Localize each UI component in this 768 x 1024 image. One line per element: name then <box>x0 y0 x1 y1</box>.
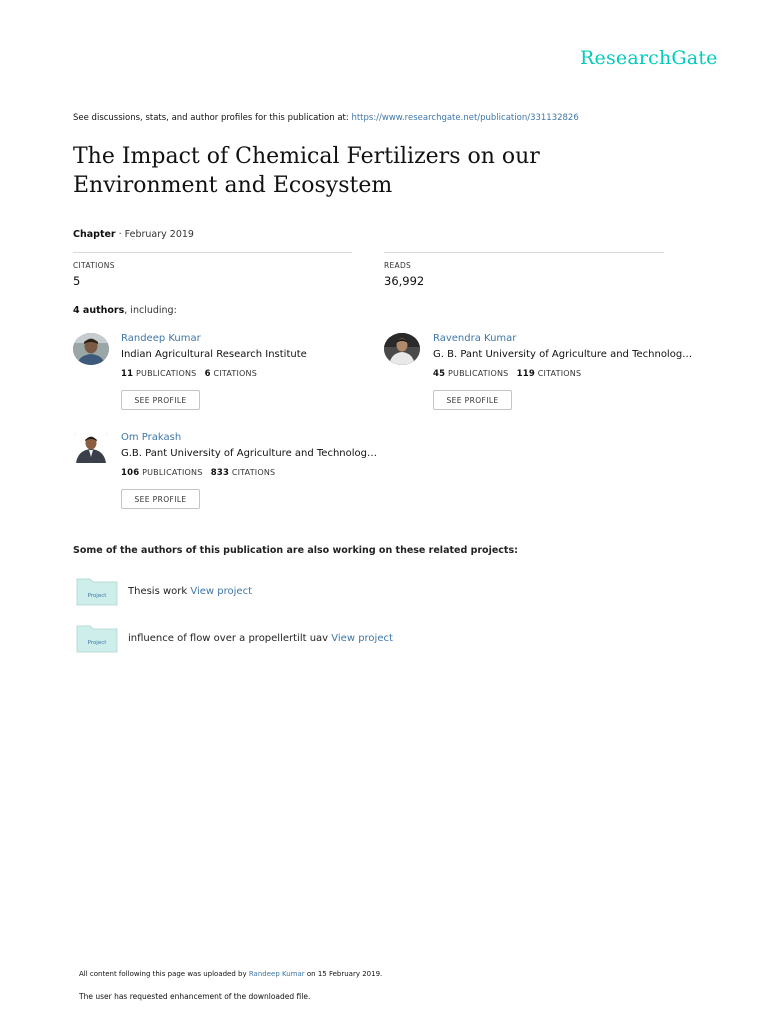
publication-type: Chapter <box>73 229 116 240</box>
author-stats <box>121 369 257 379</box>
researchgate-logo[interactable]: ResearchGate <box>580 47 718 69</box>
avatar-photo-icon <box>73 333 109 365</box>
author-citations-count: 119 <box>516 369 535 379</box>
upload-suffix: on 15 February 2019. <box>304 970 383 978</box>
author-publications-count: 11 <box>121 369 134 379</box>
author-publications-count: 106 <box>121 468 140 478</box>
see-profile-button[interactable]: SEE PROFILE <box>433 390 512 410</box>
author-citations-label: CITATIONS <box>537 369 582 378</box>
author-name-link[interactable]: Ravendra Kumar <box>433 333 517 344</box>
author-avatar-om-prakash[interactable] <box>74 433 108 463</box>
authors-count: 4 authors <box>73 305 125 316</box>
view-project-link[interactable]: View project <box>331 633 393 644</box>
author-stats <box>121 468 275 478</box>
avatar-photo-icon <box>74 433 108 463</box>
author-publications-label: PUBLICATIONS <box>142 468 203 477</box>
reads-divider <box>384 252 664 253</box>
project-folder-icon <box>76 576 118 606</box>
project-name: Thesis work <box>128 586 188 597</box>
uploader-link[interactable]: Randeep Kumar <box>248 970 305 978</box>
enhancement-note: The user has requested enhancement of the downloaded file. <box>79 992 311 1001</box>
citations-value: 5 <box>73 274 81 288</box>
citations-label: CITATIONS <box>73 261 115 270</box>
see-profile-button[interactable]: SEE PROFILE <box>121 489 200 509</box>
author-name-link[interactable]: Randeep Kumar <box>121 333 201 344</box>
avatar-photo-icon <box>384 333 420 365</box>
author-name-link[interactable]: Om Prakash <box>121 432 182 443</box>
author-avatar-ravendra-kumar[interactable] <box>384 333 420 365</box>
related-projects-heading: Some of the authors of this publication are also working on these related projects: <box>73 545 518 556</box>
citations-divider <box>73 252 352 253</box>
publication-title: The Impact of Chemical Fertilizers on our Environment and Ecosystem <box>73 144 540 198</box>
author-institution: G.B. Pant University of Agriculture and Technolog… <box>121 448 377 459</box>
publication-url-link[interactable]: https://www.researchgate.net/publication/331132826 <box>351 113 579 123</box>
author-publications-label: PUBLICATIONS <box>135 369 197 378</box>
project-folder-label: Project <box>87 593 107 599</box>
author-publications-count: 45 <box>433 369 446 379</box>
view-project-link[interactable]: View project <box>190 586 252 597</box>
project-item <box>128 633 393 644</box>
author-citations-count: 6 <box>204 369 211 379</box>
reads-label: READS <box>384 261 412 270</box>
project-item <box>128 586 252 597</box>
project-folder-label: Project <box>87 640 107 646</box>
authors-intro <box>73 305 177 316</box>
discussion-text: See discussions, stats, and author profiles for this publication at: <box>73 113 352 123</box>
upload-prefix: All content following this page was uploaded by <box>79 970 249 978</box>
author-publications-label: PUBLICATIONS <box>447 369 509 378</box>
author-citations-count: 833 <box>210 468 230 478</box>
discussion-line <box>73 113 579 123</box>
project-folder-icon <box>76 623 118 653</box>
authors-suffix: , including: <box>124 305 177 316</box>
author-institution: G. B. Pant University of Agriculture and Technolog… <box>433 349 693 360</box>
project-name: influence of flow over a propellertilt uav <box>128 633 329 644</box>
reads-value: 36,992 <box>384 274 425 288</box>
author-institution: Indian Agricultural Research Institute <box>121 349 307 360</box>
author-avatar-randeep-kumar[interactable] <box>73 333 109 365</box>
see-profile-button[interactable]: SEE PROFILE <box>121 390 200 410</box>
publication-meta <box>73 229 194 240</box>
publication-date: · February 2019 <box>115 229 194 240</box>
author-citations-label: CITATIONS <box>213 369 257 378</box>
upload-note <box>79 970 382 978</box>
author-citations-label: CITATIONS <box>231 468 276 477</box>
author-stats <box>433 369 581 379</box>
